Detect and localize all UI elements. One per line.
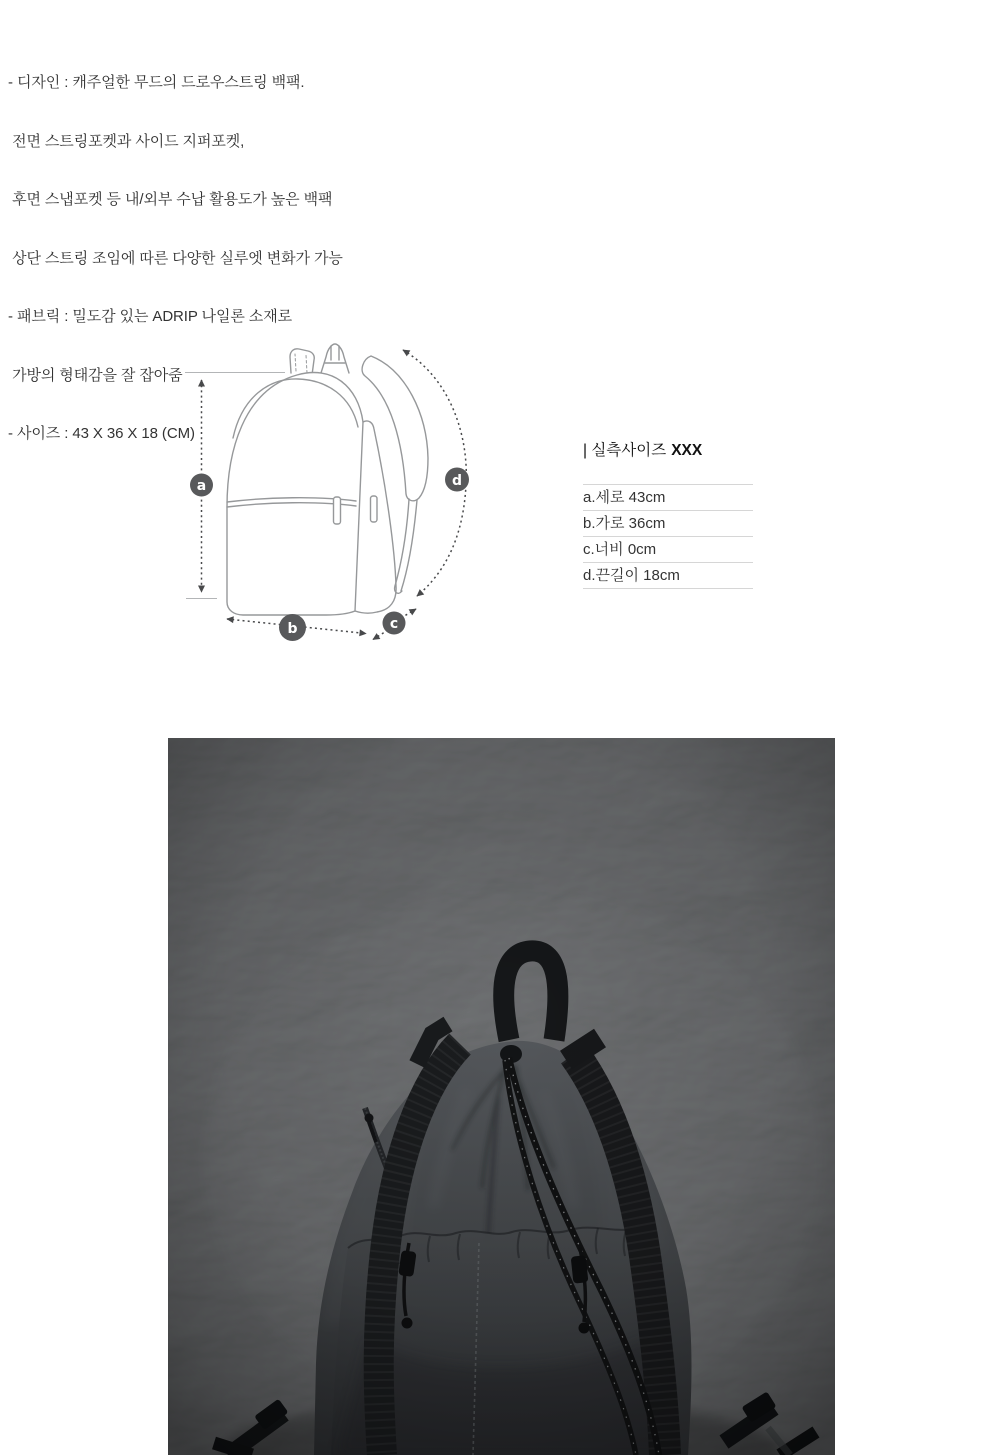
measure-c-arrow bbox=[373, 630, 388, 640]
badge-c-label: c bbox=[389, 616, 399, 632]
size-chart bbox=[583, 441, 753, 589]
product-photo bbox=[168, 738, 835, 1455]
size-chart-title bbox=[583, 441, 753, 460]
size-chart-title-em: XXX bbox=[671, 442, 703, 459]
strap-webbing bbox=[395, 499, 417, 593]
backpack-photo-art bbox=[168, 738, 835, 1455]
description-line: 전면 스트링포켓과 사이드 지퍼포켓, bbox=[8, 132, 245, 150]
zipper-pull bbox=[371, 496, 378, 522]
zipper-pull bbox=[334, 497, 341, 524]
backpack-line-art bbox=[170, 330, 490, 660]
size-table bbox=[583, 484, 753, 589]
hang-tab bbox=[290, 349, 314, 375]
description-line: 후면 스냅포켓 등 내/외부 수납 활용도가 높은 백팩 bbox=[8, 191, 333, 208]
size-chart-title-text: | 실측사이즈 bbox=[583, 442, 667, 459]
description-line: 가방의 형태감을 잘 잡아줌 bbox=[8, 366, 183, 384]
size-row-a: a.세로 43cm bbox=[583, 485, 753, 511]
bag-body bbox=[227, 373, 363, 615]
size-row-d: d.끈길이 18cm bbox=[583, 563, 753, 589]
description-line: - 디자인 : 캐주얼한 무드의 드로우스트링 백팩. bbox=[8, 74, 305, 91]
badge-b-label: b bbox=[287, 621, 298, 637]
badge-a-label: a bbox=[196, 478, 207, 494]
size-row-b: b.가로 36cm bbox=[583, 511, 753, 537]
size-row-c: c.너비 0cm bbox=[583, 537, 753, 563]
shoulder-strap bbox=[362, 356, 428, 501]
description-line: - 패브릭 : 밀도감 있는 ADRIP 나일론 소재로 bbox=[8, 308, 292, 325]
drawstring-cinch bbox=[321, 344, 349, 373]
size-diagram bbox=[170, 330, 490, 660]
badge-d-label: d bbox=[451, 473, 463, 489]
description-line: 상단 스트링 조임에 따른 다양한 실루엣 변화가 가능 bbox=[8, 249, 343, 267]
description-line: - 사이즈 : 43 X 36 X 18 (CM) bbox=[8, 425, 195, 442]
photo-vignette bbox=[168, 738, 835, 1455]
